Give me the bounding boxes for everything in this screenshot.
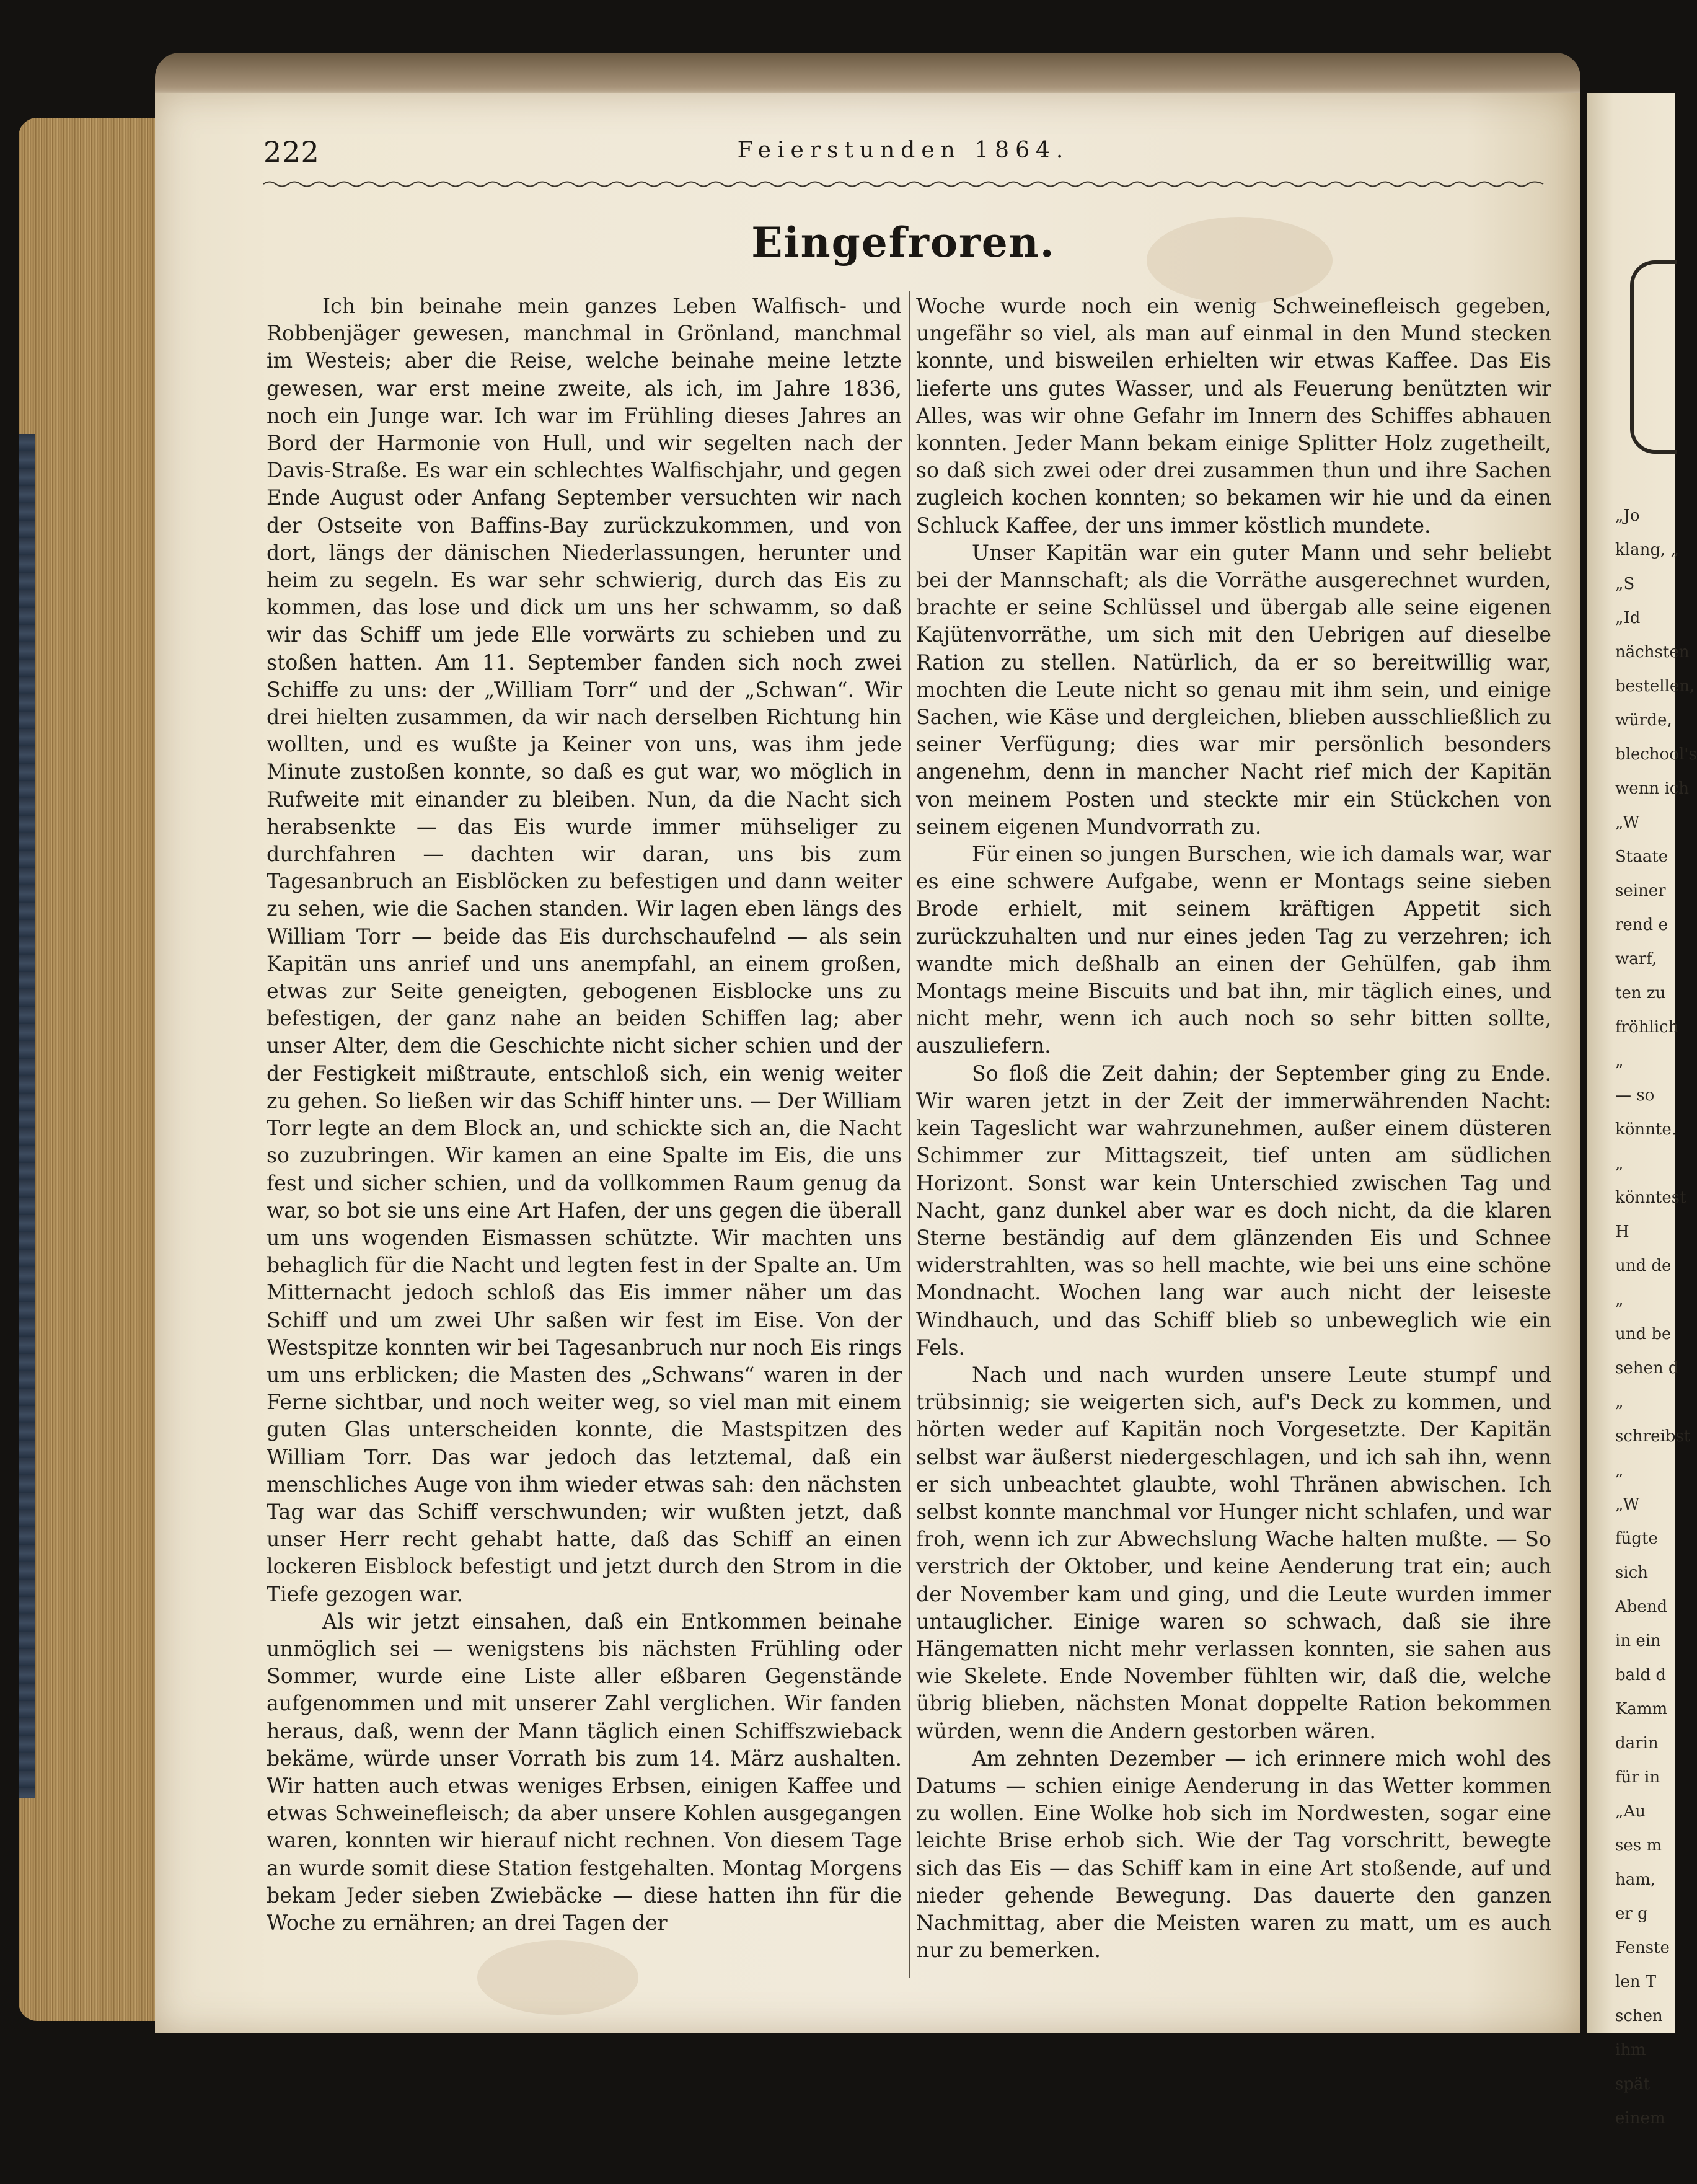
adjacent-page-fragment: darin — [1615, 1734, 1659, 1753]
adjacent-page-fragment: in ein — [1615, 1632, 1661, 1650]
paragraph: So floß die Zeit dahin; der September ging zu Ende. Wir waren jetzt in der Zeit der immerwährenden Nacht: kein Tageslicht war wahrzunehmen, außer einem düsteren Schimmer zur Mittagszeit, tief unten am südlichen Horizont. Sonst war kein Unterschied zwischen Tag und Nacht, ganz dunkel aber war es doch nicht, da die klaren Sterne beständig auf dem glänzenden Eis und Schnee widerstrahlten, was so hell machte, wie bei uns eine schöne Mondnacht. Wochen lang war auch nicht der leiseste Windhauch, und das Schiff blieb so unbeweglich wie ein Fels. — [916, 1061, 1551, 1359]
paragraph: Woche wurde noch ein wenig Schweinefleisch gegeben, ungefähr so viel, als man auf einmal in den Mund stecken konnte, und bisweilen erhielten wir etwas Kaffee. Das Eis lieferte uns gutes Wasser, und als Feuerung benützten wir Alles, was wir ohne Gefahr im Innern des Schiffes abhauen konnten. Jeder Mann bekam einige Splitter Holz zugetheilt, so daß sich zwei oder drei zusammen thun und ihre Sachen zugleich kochen konnten; so bekamen wir hie und da einen Schluck Kaffee, der uns immer köstlich mundete. — [916, 294, 1551, 537]
adjacent-page-fragment: nächsten — [1615, 643, 1690, 661]
adjacent-page-fragment: spät — [1615, 2075, 1650, 2093]
ornament-initial-icon — [1630, 260, 1677, 454]
adjacent-page-fragment: Kamm — [1615, 1700, 1668, 1718]
adjacent-page-fragment: „Jo — [1615, 506, 1640, 525]
page-header — [263, 135, 1543, 172]
adjacent-page-fragment: ham, — [1615, 1870, 1656, 1889]
adjacent-page-fragment: ses m — [1615, 1836, 1662, 1855]
adjacent-page-fragment: sich — [1615, 1563, 1648, 1582]
adjacent-page-fragment: seiner — [1615, 882, 1666, 900]
adjacent-page-fragment: H — [1615, 1222, 1629, 1241]
adjacent-page-fragment: und be — [1615, 1325, 1672, 1343]
adjacent-page-fragment: schen — [1615, 2007, 1663, 2025]
page-number: 222 — [263, 135, 320, 169]
adjacent-page-fragment: len T — [1615, 1973, 1657, 1991]
adjacent-page-fragment: „W — [1615, 1495, 1640, 1514]
adjacent-page-fragment: bald d — [1615, 1666, 1667, 1684]
adjacent-page-fragment: einem — [1615, 2109, 1665, 2128]
adjacent-page-fragment: „Id — [1615, 609, 1641, 627]
adjacent-page-fragment: fröhlich — [1615, 1018, 1679, 1037]
column-divider — [909, 291, 910, 1978]
adjacent-page-fragment: „ — [1615, 1291, 1624, 1309]
adjacent-page-fragment: blechool's — [1615, 745, 1697, 764]
paragraph: Für einen so jungen Burschen, wie ich damals war, war es eine schwere Aufgabe, wenn er Montags seine sieben Brode erhielt, mit seinem kräftigen Appetit sich zurückzuhalten und nur eines jeden Tag zu verzehren; ich wandte mich deßhalb an einen der Gehülfen, gab ihm Montags meine Biscuits und bat ihn, mir täglich eines, und nicht mehr, wenn ich auch noch so sehr bitten sollte, auszuliefern. — [916, 842, 1551, 1058]
decorative-rule — [263, 179, 1543, 190]
text-column-right — [916, 293, 1551, 1979]
adjacent-page-fragment: Fenste — [1615, 1939, 1670, 1957]
paragraph: Unser Kapitän war ein guter Mann und sehr beliebt bei der Mannschaft; als die Vorräthe ausgerechnet wurden, brachte er seine Schlüssel und übergab alle seine eigenen Kajütenvorräthe, um sich mit den Uebrigen auf dieselbe Ration zu stellen. Natürlich, da er so bereitwillig war, mochten die Leute nicht so genau mit ihm sein, und einige Sachen, wie Käse und dergleichen, blieben ausschließlich zu seiner Verfügung; dies war mir persönlich besonders angenehm, denn in mancher Nacht rief mich der Kapitän von meinem Posten und steckte mir ein Stückchen von seinem eigenen Mundvorrath zu. — [916, 540, 1551, 839]
adjacent-page-fragment: bestellen, — [1615, 677, 1695, 696]
adjacent-page-fragment: könnte. — [1615, 1120, 1677, 1139]
adjacent-page-fragment: fügte — [1615, 1529, 1658, 1548]
text-column-left — [267, 293, 902, 1979]
adjacent-page-fragment: rend e — [1615, 916, 1668, 934]
adjacent-page-fragment: er g — [1615, 1904, 1648, 1923]
article-title: Eingefroren. — [751, 218, 1056, 267]
adjacent-page-fragment: „W — [1615, 813, 1640, 832]
paragraph: Nach und nach wurden unsere Leute stumpf und trübsinnig; sie weigerten sich, auf's Deck zu kommen, und hörten weder auf Kapitän noch Vorgesetzte. Der Kapitän selbst war äußerst niedergeschlagen, und ich sah ihn, wenn er sich unbeachtet glaubte, wohl Thränen abwischen. Ich selbst konnte manchmal vor Hunger nicht schlafen, und war froh, wenn ich zur Abwechslung Wache halten mußte. — So verstrich der Oktober, und keine Aenderung trat ein; auch der November kam und ging, und die Leute wurden immer untauglicher. Einige waren so schwach, daß sie ihre Hängematten nicht mehr verlassen konnten, sie sahen aus wie Skelete. Ende November fühlten wir, daß die, welche übrig blieben, nächsten Monat doppelte Ration bekommen würden, wenn die Andern gestorben wären. — [916, 1362, 1551, 1743]
paragraph: Als wir jetzt einsahen, daß ein Entkommen beinahe unmöglich sei — wenigstens bis nächsten Frühling oder Sommer, wurde eine Liste aller eßbaren Gegenstände aufgenommen und mit unserer Zahl verglichen. Wir fanden heraus, daß, wenn der Mann täglich einen Schiffszwieback bekäme, würde unser Vorrath bis zum 14. März aushalten. Wir hatten auch etwas weniges Erbsen, einigen Kaffee und etwas Schweinefleisch; da aber unsere Kohlen ausgegangen waren, konnten wir hierauf nicht rechnen. Von diesem Tage an wurde somit diese Station festgehalten. Montag Morgens bekam Jeder sieben Zwiebäcke — diese hatten ihn für die Woche zu ernähren; an drei Tagen der — [267, 1609, 902, 1935]
adjacent-page-fragment: „ — [1615, 1461, 1624, 1480]
adjacent-page-fragment: könntest — [1615, 1188, 1686, 1207]
adjacent-page-fragment: „ — [1615, 1052, 1624, 1071]
adjacent-page-fragment: „ — [1615, 1393, 1624, 1412]
adjacent-page-fragment: klang, „ — [1615, 541, 1679, 559]
adjacent-page-fragment: — so — [1615, 1086, 1655, 1105]
adjacent-page-fragment: für in — [1615, 1768, 1660, 1787]
adjacent-page-fragment: warf, — [1615, 950, 1657, 968]
adjacent-page-fragment: „Au — [1615, 1802, 1646, 1821]
adjacent-page-fragment: ihm — [1615, 2041, 1646, 2059]
running-head: Feierstunden 1864. — [737, 138, 1070, 163]
book-cover-edge — [19, 434, 35, 1798]
adjacent-page-fragment: „ — [1615, 1154, 1624, 1173]
paragraph: Am zehnten Dezember — ich erinnere mich wohl des Datums — schien einige Aenderung in das Wetter kommen zu wollen. Eine Wolke hob sich im Nordwesten, sogar eine leichte Brise erhob sich. Wie der Tag vorschritt, bewegte sich das Eis — das Schiff kam in eine Art stoßende, auf und nieder gehende Bewegung. Das dauerte den ganzen Nachmittag, aber die Meisten waren zu matt, um es auch nur zu bemerken. — [916, 1746, 1551, 1963]
adjacent-page-fragment: und de — [1615, 1257, 1672, 1275]
adjacent-page-fragment: schreibst — [1615, 1427, 1691, 1446]
adjacent-page-fragment: ten zu — [1615, 984, 1666, 1002]
page-edges — [19, 118, 167, 2021]
paragraph: Ich bin beinahe mein ganzes Leben Walfisch- und Robbenjäger gewesen, manchmal in Grönland, manchmal im Westeis; aber die Reise, welche beinahe meine letzte gewesen, war erst meine zweite, als ich, im Jahre 1836, noch ein Junge war. Ich war im Frühling dieses Jahres an Bord der Harmonie von Hull, und wir segelten nach der Davis-Straße. Es war ein schlechtes Walfischjahr, und gegen Ende August oder Anfang September versuchten wir nach der Ostseite von Baffins-Bay zurückzukommen, und von dort, längs der dänischen Niederlassungen, herunter und heim zu segeln. Es war sehr schwierig, durch das Eis zu kommen, das lose und dick um uns her schwamm, so daß wir das Schiff um jede Elle vorwärts zu schieben und zu stoßen hatten. Am 11. September fanden sich noch zwei Schiffe zu uns: der „William Torr“ und der „Schwan“. Wir drei hielten zusammen, da wir nach derselben Richtung hin wollten, und es wußte ja Keiner von uns, was ihm jede Minute zustoßen konnte, so daß es gut war, wo möglich in Rufweite mit einander zu bleiben. Nun, da die Nacht sich herabsenkte — das Eis wurde immer mühseliger zu durchfahren — dachten wir daran, uns bis zum Tagesanbruch an Eisblöcken zu befestigen und dann weiter zu sehen, wie die Sachen standen. Wir lagen eben längs des William Torr — beide das Eis durchschaufelnd — als sein Kapitän uns anrief und uns anempfahl, an einem großen, etwas zur Seite geneigten, gebogenen Eisblocke uns zu befestigen, der ganz nahe an beiden Schiffen lag; aber unser Alter, dem die Geschichte nicht sicher schien und der der Festigkeit mißtraute, entschloß sich, ein wenig weiter zu gehen. So ließen wir das Schiff hinter uns. — Der William Torr legte an dem Block an, und schickte sich an, die Nacht so zuzubringen. Wir kamen an eine Spalte im Eis, die uns fest und sicher schien, und da vollkommen Raum genug da war, so bot sie uns eine Art Hafen, der uns gegen die überall um uns wogenden Eismassen schützte. Wir machten uns behaglich für die Nacht und legten fest in der Spalte an. Um Mitternacht jedoch schloß das Eis immer näher um das Schiff und um zwei Uhr saßen wir fest im Eise. Von der Westspitze konnten wir bei Tagesanbruch nur noch Eis rings um uns erblicken; die Masten des „Schwans“ waren in der Ferne sichtbar, und noch weiter weg, so viel man mit einem guten Glas unterscheiden konnte, die Mastspitzen des William Torr. Das war jedoch das letztemal, daß ein menschliches Auge von ihm wieder etwas sah: den nächsten Tag war das Schiff verschwunden; wir wußten jetzt, daß unser Herr recht gehabt hatte, daß das Schiff an einen lockeren Eisblock befestigt und jetzt durch den Strom in die Tiefe gezogen war. — [267, 294, 902, 1606]
adjacent-page-fragment: sehen d — [1615, 1359, 1679, 1377]
adjacent-page-fragment: würde, — [1615, 711, 1672, 730]
adjacent-page-fragment: „S — [1615, 575, 1635, 593]
adjacent-page-fragment: wenn ich — [1615, 779, 1690, 798]
adjacent-page-fragment: Staate — [1615, 847, 1668, 866]
adjacent-page-fragment: Abend — [1615, 1598, 1668, 1616]
